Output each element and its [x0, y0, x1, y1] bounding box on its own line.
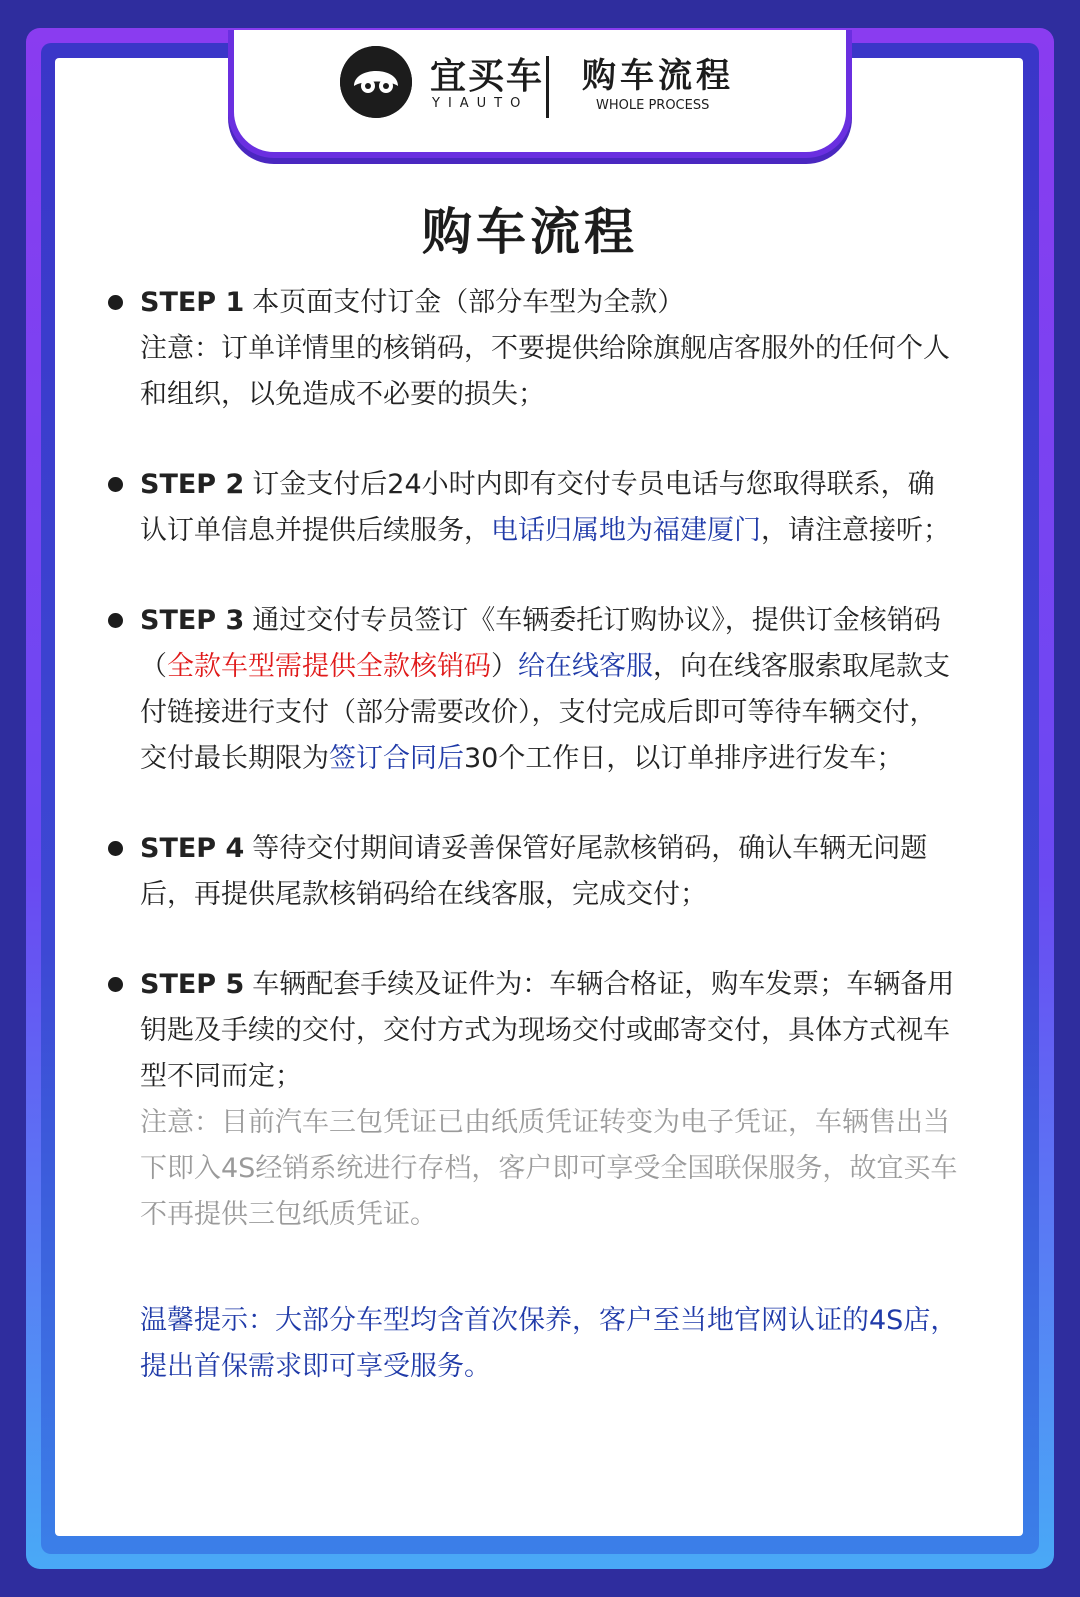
brand-name-en: YIAUTO	[432, 96, 529, 111]
step-text: 等待交付期间请妥善保管好尾款核销码，确认车辆无问题后，再提供尾款核销码给在线客服，完成交付；	[140, 833, 928, 910]
full-payment-highlight: 全款车型需提供全款核销码	[167, 651, 491, 682]
step-3	[140, 598, 960, 782]
step-text-4: 30个工作日，以订单排序进行发车；	[464, 743, 904, 774]
yiauto-logo-icon	[340, 46, 412, 118]
bullet-icon	[108, 295, 123, 310]
step-label: STEP 3	[140, 605, 245, 636]
header-tab	[228, 30, 852, 158]
warm-tip: 温馨提示：大部分车型均含首次保养，客户至当地官网认证的4S店，提出首保需求即可享受服务。	[140, 1305, 958, 1382]
bullet-icon	[108, 477, 123, 492]
bullet-icon	[108, 613, 123, 628]
step-1	[140, 280, 960, 418]
step-text: 通过交付专员签订《车辆委托订购协议》，提供订金核销码（	[140, 605, 941, 682]
step-4	[140, 826, 960, 918]
step-note: 注意：订单详情里的核销码，不要提供给除旗舰店客服外的任何个人和组织，以免造成不必要的损失；	[140, 333, 950, 410]
step-text-end: ，请注意接听；	[761, 515, 950, 546]
step-text: 订金支付后24小时内即有交付专员电话与您取得联系，确认订单信息并提供后续服务，	[140, 469, 935, 546]
step-text-2: ）	[491, 651, 518, 682]
header-title: 购车流程	[582, 56, 734, 96]
step-label: STEP 2	[140, 469, 245, 500]
step-text-3: ，向在线客服索取尾款支付链接进行支付（部分需要改价），支付完成后即可等待车辆交付，交付最长期限为	[140, 651, 950, 774]
step-label: STEP 1	[140, 287, 245, 318]
page-title: 购车流程	[422, 203, 638, 261]
brand-name-cn: 宜买车	[430, 56, 545, 97]
step-label: STEP 5	[140, 969, 245, 1000]
online-service-highlight: 给在线客服	[518, 651, 653, 682]
bullet-icon	[108, 841, 123, 856]
step-note: 注意：目前汽车三包凭证已由纸质凭证转变为电子凭证，车辆售出当下即入4S经销系统进行存档，客户即可享受全国联保服务，故宜买车不再提供三包纸质凭证。	[140, 1107, 958, 1230]
step-text: 车辆配套手续及证件为：车辆合格证，购车发票；车辆备用钥匙及手续的交付，交付方式为现场交付或邮寄交付，具体方式视车型不同而定；	[140, 969, 955, 1092]
header-subtitle: WHOLE PROCESS	[596, 98, 710, 113]
step-text: 本页面支付订金（部分车型为全款）	[252, 287, 685, 318]
header-divider	[546, 56, 549, 118]
step-label: STEP 4	[140, 833, 245, 864]
contract-highlight: 签订合同后	[329, 743, 464, 774]
step-5	[140, 962, 960, 1238]
steps-list	[140, 280, 960, 1390]
phone-location-highlight: 电话归属地为福建厦门	[491, 515, 761, 546]
bullet-icon	[108, 977, 123, 992]
step-2	[140, 462, 960, 554]
